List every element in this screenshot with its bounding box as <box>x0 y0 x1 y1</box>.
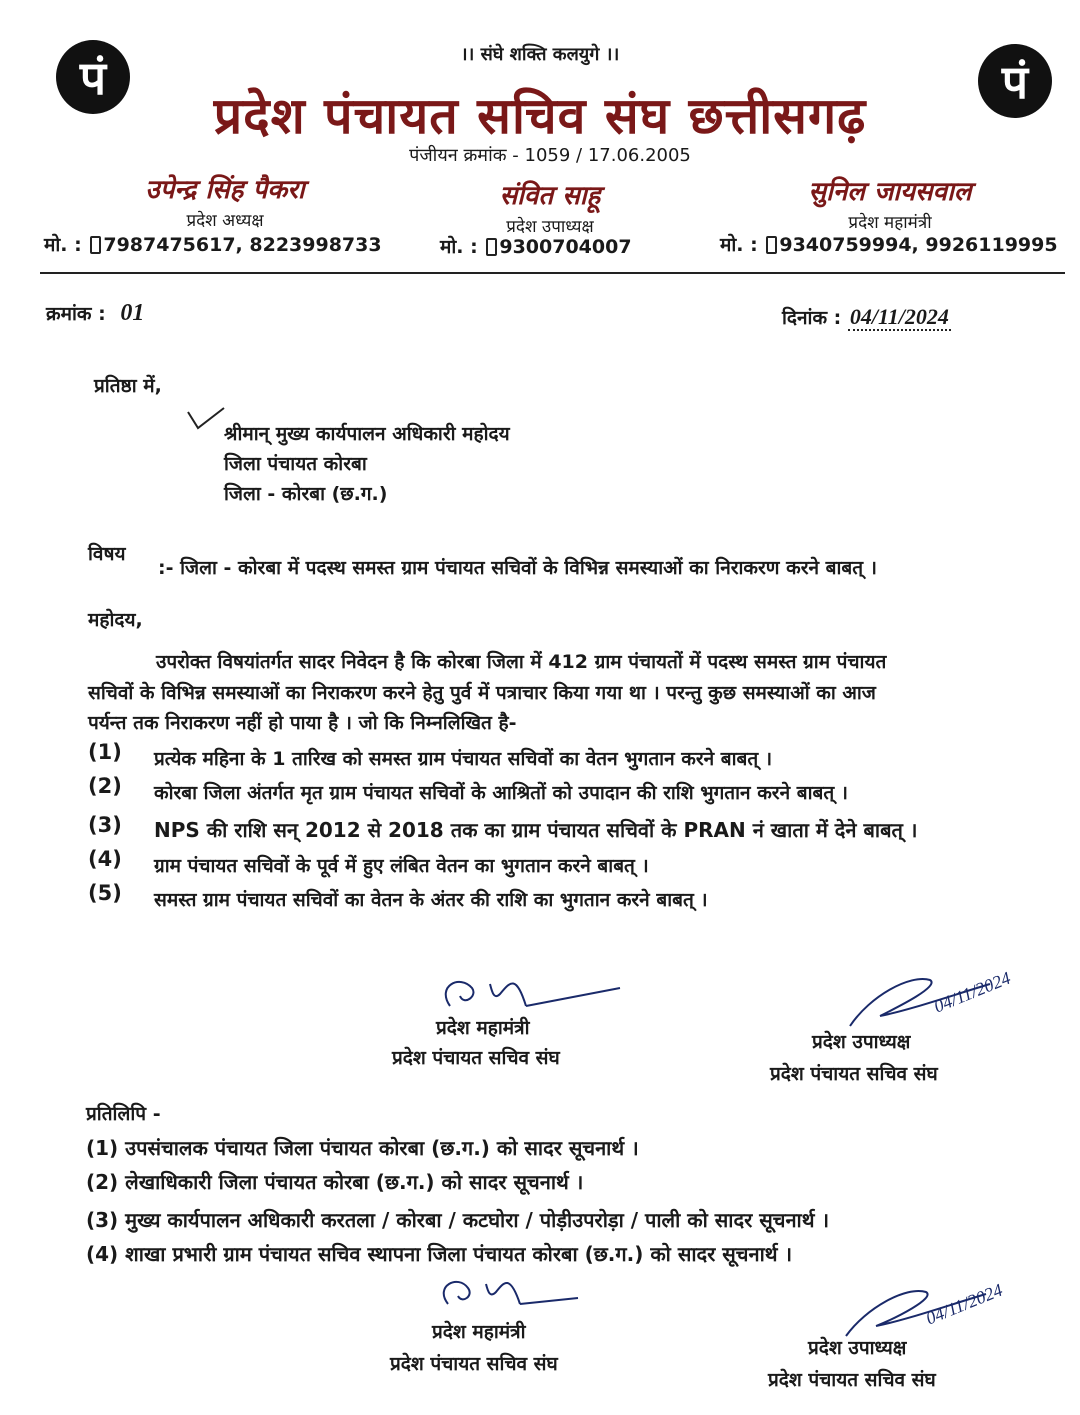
handwritten-date: 04/11/2024 <box>923 1279 1006 1329</box>
copy-item: (1) उपसंचालक पंचायत जिला पंचायत कोरबा (छ.ग.) को सादर सूचनार्थ । <box>86 1136 639 1160</box>
motto: ।। संघे शक्ति कलयुगे ।। <box>460 44 620 65</box>
mobile-label: मो. : <box>44 234 82 256</box>
tick-mark <box>186 406 226 432</box>
signatory-role: प्रदेश उपाध्यक्ष <box>812 1031 911 1053</box>
phone-icon <box>90 236 101 254</box>
mobile-number: 9340759994, 9926119995 <box>779 234 1058 256</box>
contact-president <box>44 231 382 257</box>
handwritten-date: 04/11/2024 <box>931 967 1014 1017</box>
mobile-number: 7987475617, 8223998733 <box>103 234 382 256</box>
org-title: प्रदेश पंचायत सचिव संघ छत्तीसगढ़ <box>213 86 867 145</box>
greeting: महोदय, <box>88 609 143 631</box>
date-label: दिनांक : <box>782 307 842 329</box>
office-bearer-general-secretary <box>760 172 1020 233</box>
addressee-line: श्रीमान् मुख्य कार्यपालन अधिकारी महोदय <box>224 423 510 445</box>
signatory-org: प्रदेश पंचायत सचिव संघ <box>768 1369 936 1391</box>
body-line: सचिवों के विभिन्न समस्याओं का निराकरण करने हेतु पुर्व में पत्राचार किया गया था । परन्तु कुछ समस्याओं का आज <box>88 682 876 704</box>
item-text: ग्राम पंचायत सचिवों के पूर्व में हुए लंबित वेतन का भुगतान करने बाबत् । <box>154 855 649 877</box>
item-number: (4) <box>88 847 122 871</box>
mobile-number: 9300704007 <box>499 236 632 258</box>
item-number: (5) <box>88 881 122 905</box>
item-number: (3) <box>88 813 122 837</box>
signatory-org: प्रदेश पंचायत सचिव संघ <box>390 1353 558 1375</box>
copies-label: प्रतिलिपि - <box>86 1103 161 1125</box>
registration-number: पंजीयन क्रमांक - 1059 / 17.06.2005 <box>409 145 691 166</box>
signatory-org: प्रदेश पंचायत सचिव संघ <box>392 1047 560 1069</box>
date-value: 04/11/2024 <box>849 304 949 329</box>
item-text: प्रत्येक महिना के 1 तारिख को समस्त ग्राम पंचायत सचिवों का वेतन भुगतान करने बाबत् । <box>154 748 773 770</box>
subject-text: :- जिला - कोरबा में पदस्थ समस्त ग्राम पंचायत सचिवों के विभिन्न समस्याओं का निराकरण करने बाबत् । <box>158 557 877 579</box>
office-bearer-role: प्रदेश उपाध्यक्ष <box>506 217 594 237</box>
mobile-label: मो. : <box>720 234 758 256</box>
item-number: (1) <box>88 740 122 764</box>
office-bearer-vice-president <box>430 176 670 237</box>
body-line: पर्यन्त तक निराकरण नहीं हो पाया है । जो कि निम्नलिखित है- <box>88 712 517 734</box>
phone-icon <box>486 238 497 256</box>
salutation-to: प्रतिष्ठा में, <box>94 375 162 397</box>
addressee-line: जिला - कोरबा (छ.ग.) <box>224 483 388 505</box>
mobile-label: मो. : <box>440 236 478 258</box>
item-text: NPS की राशि सन् 2012 से 2018 तक का ग्राम पंचायत सचिवों के PRAN नं खाता में देने बाबत् । <box>154 818 918 842</box>
office-bearer-name: सुनिल जायसवाल <box>808 177 972 207</box>
phone-icon <box>766 236 777 254</box>
subject-label: विषय <box>88 543 126 565</box>
copy-item: (3) मुख्य कार्यपालन अधिकारी करतला / कोरबा / कटघोरा / पोड़ीउपरोड़ा / पाली को सादर सूचनार्थ । <box>86 1208 830 1232</box>
office-bearer-name: उपेन्द्र सिंह पैकरा <box>145 175 305 205</box>
signatory-role: प्रदेश महामंत्री <box>432 1321 526 1343</box>
reference-value: 01 <box>120 300 145 326</box>
contact-general-secretary <box>720 231 1058 257</box>
office-bearer-president <box>90 170 360 231</box>
union-logo-right: पं <box>978 44 1052 118</box>
reference-number <box>46 300 144 327</box>
copy-item: (2) लेखाधिकारी जिला पंचायत कोरबा (छ.ग.) को सादर सूचनार्थ । <box>86 1170 584 1194</box>
addressee-line: जिला पंचायत कोरबा <box>224 453 367 475</box>
header-divider <box>40 272 1065 274</box>
office-bearer-role: प्रदेश महामंत्री <box>848 213 932 233</box>
reference-label: क्रमांक : <box>46 303 106 325</box>
copy-item: (4) शाखा प्रभारी ग्राम पंचायत सचिव स्थापना जिला पंचायत कोरबा (छ.ग.) को सादर सूचनार्थ । <box>86 1242 793 1266</box>
signatory-org: प्रदेश पंचायत सचिव संघ <box>770 1063 938 1085</box>
item-text: समस्त ग्राम पंचायत सचिवों का वेतन के अंतर की राशि का भुगतान करने बाबत् । <box>154 889 708 911</box>
letter-date <box>782 304 951 330</box>
signatory-role: प्रदेश उपाध्यक्ष <box>808 1337 907 1359</box>
office-bearer-role: प्रदेश अध्यक्ष <box>186 211 264 231</box>
signatory-role: प्रदेश महामंत्री <box>436 1017 530 1039</box>
item-text: कोरबा जिला अंतर्गत मृत ग्राम पंचायत सचिवों के आश्रितों को उपादान की राशि भुगतान करने बाबत् । <box>154 782 849 804</box>
body-line: उपरोक्त विषयांतर्गत सादर निवेदन है कि कोरबा जिला में 412 ग्राम पंचायतों में पदस्थ समस्त ग्राम पंचायत <box>156 651 887 673</box>
office-bearer-name: संवित साहू <box>499 181 601 211</box>
item-number: (2) <box>88 774 122 798</box>
union-logo-left: पं <box>56 40 130 114</box>
contact-vice-president <box>440 233 632 259</box>
